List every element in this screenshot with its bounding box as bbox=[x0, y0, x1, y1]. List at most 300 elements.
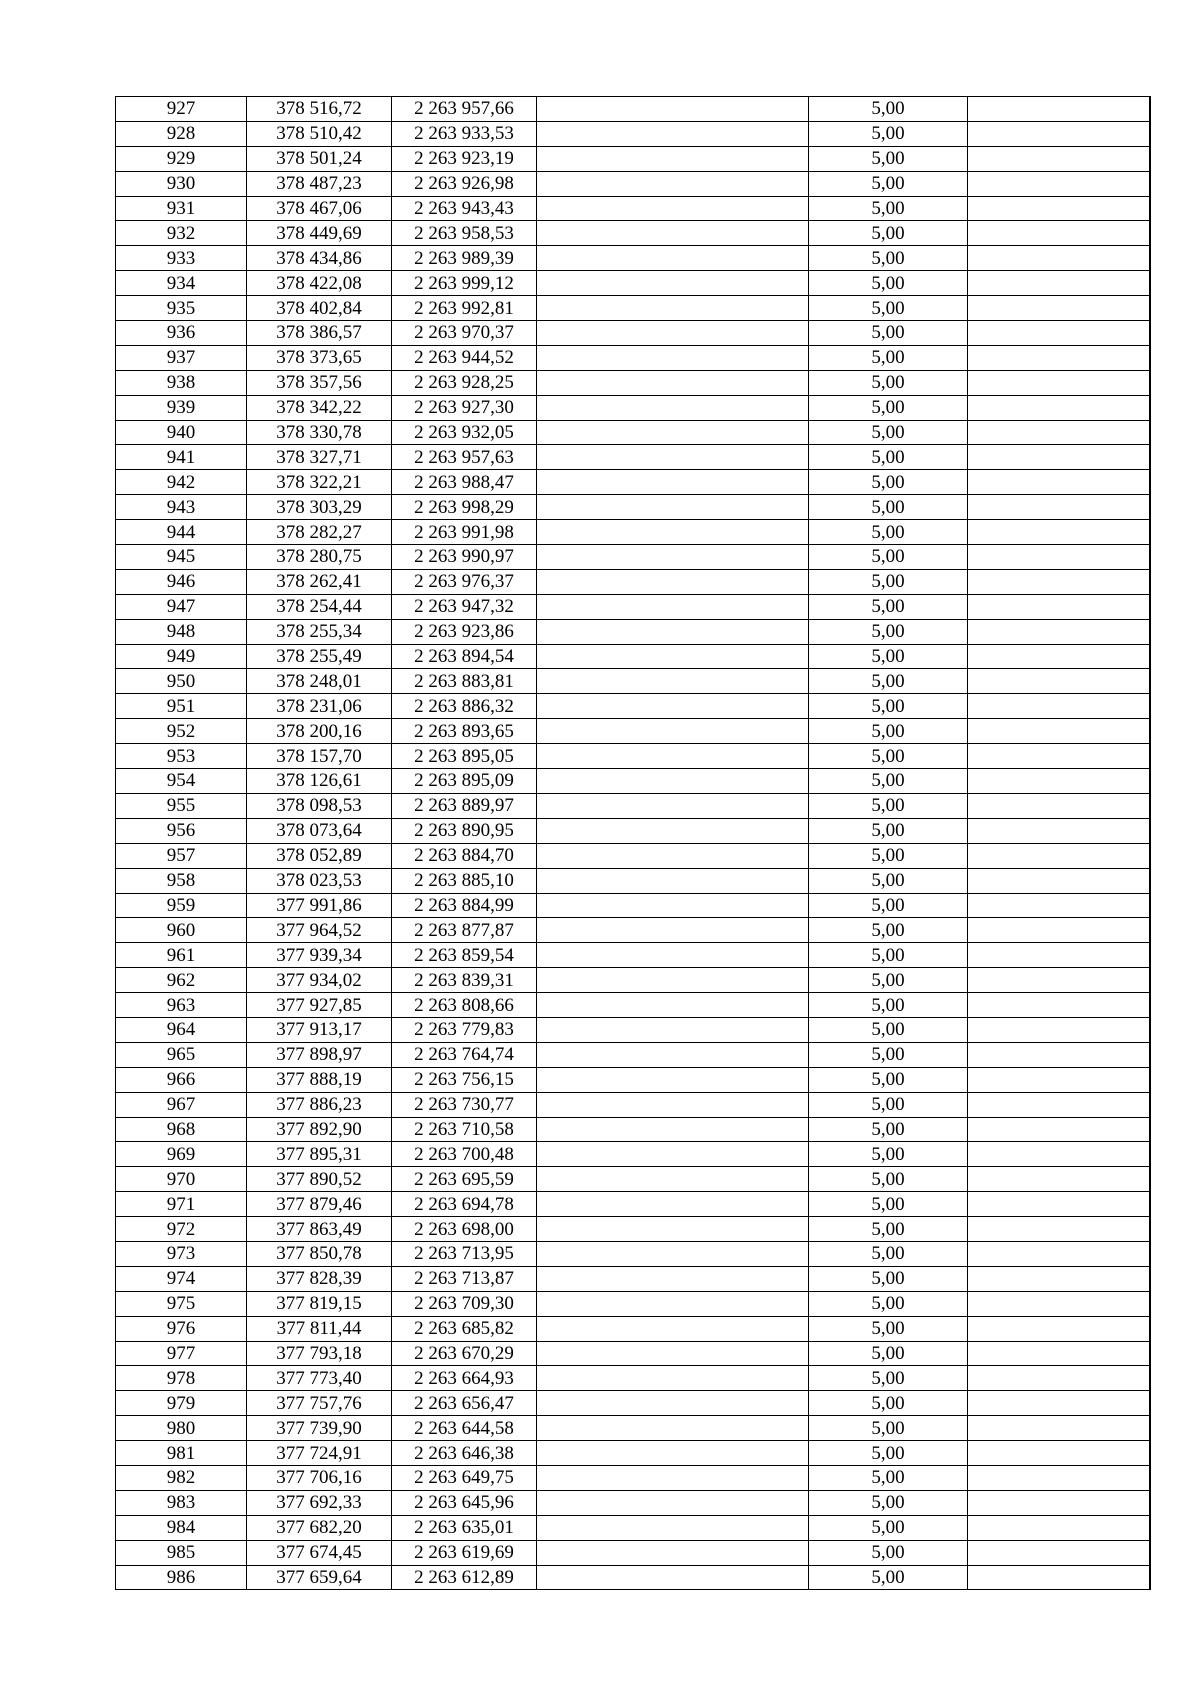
empty-cell bbox=[968, 97, 1150, 122]
empty-cell bbox=[968, 869, 1150, 894]
value-cell: 5,00 bbox=[809, 1566, 968, 1591]
table-row bbox=[116, 1267, 1150, 1292]
y-coordinate-cell: 2 263 999,12 bbox=[392, 271, 537, 296]
y-coordinate-cell: 2 263 890,95 bbox=[392, 819, 537, 844]
point-number-cell: 944 bbox=[116, 520, 247, 545]
empty-cell bbox=[968, 1491, 1150, 1516]
value-cell: 5,00 bbox=[809, 844, 968, 869]
empty-cell bbox=[537, 1317, 809, 1342]
point-number-cell: 967 bbox=[116, 1093, 247, 1118]
empty-cell bbox=[968, 1167, 1150, 1192]
empty-cell bbox=[537, 371, 809, 396]
x-coordinate-cell: 377 888,19 bbox=[247, 1068, 392, 1093]
x-coordinate-cell: 377 739,90 bbox=[247, 1416, 392, 1441]
value-cell: 5,00 bbox=[809, 694, 968, 719]
point-number-cell: 941 bbox=[116, 445, 247, 470]
value-cell: 5,00 bbox=[809, 1267, 968, 1292]
value-cell: 5,00 bbox=[809, 620, 968, 645]
empty-cell bbox=[537, 844, 809, 869]
y-coordinate-cell: 2 263 756,15 bbox=[392, 1068, 537, 1093]
y-coordinate-cell: 2 263 923,86 bbox=[392, 620, 537, 645]
point-number-cell: 976 bbox=[116, 1317, 247, 1342]
value-cell: 5,00 bbox=[809, 943, 968, 968]
table-row bbox=[116, 246, 1150, 271]
x-coordinate-cell: 378 280,75 bbox=[247, 545, 392, 570]
y-coordinate-cell: 2 263 923,19 bbox=[392, 147, 537, 172]
y-coordinate-cell: 2 263 989,39 bbox=[392, 246, 537, 271]
empty-cell bbox=[968, 1142, 1150, 1167]
table-row bbox=[116, 1366, 1150, 1391]
x-coordinate-cell: 378 023,53 bbox=[247, 869, 392, 894]
value-cell: 5,00 bbox=[809, 1068, 968, 1093]
x-coordinate-cell: 377 850,78 bbox=[247, 1242, 392, 1267]
empty-cell bbox=[537, 869, 809, 894]
empty-cell bbox=[537, 1566, 809, 1591]
value-cell: 5,00 bbox=[809, 993, 968, 1018]
empty-cell bbox=[968, 794, 1150, 819]
y-coordinate-cell: 2 263 883,81 bbox=[392, 669, 537, 694]
point-number-cell: 936 bbox=[116, 321, 247, 346]
value-cell: 5,00 bbox=[809, 894, 968, 919]
y-coordinate-cell: 2 263 990,97 bbox=[392, 545, 537, 570]
empty-cell bbox=[537, 197, 809, 222]
x-coordinate-cell: 377 773,40 bbox=[247, 1366, 392, 1391]
point-number-cell: 972 bbox=[116, 1217, 247, 1242]
value-cell: 5,00 bbox=[809, 1242, 968, 1267]
table-row bbox=[116, 1118, 1150, 1143]
x-coordinate-cell: 378 501,24 bbox=[247, 147, 392, 172]
table-row bbox=[116, 1242, 1150, 1267]
x-coordinate-cell: 377 811,44 bbox=[247, 1317, 392, 1342]
y-coordinate-cell: 2 263 957,66 bbox=[392, 97, 537, 122]
table-row bbox=[116, 296, 1150, 321]
point-number-cell: 963 bbox=[116, 993, 247, 1018]
y-coordinate-cell: 2 263 656,47 bbox=[392, 1391, 537, 1416]
y-coordinate-cell: 2 263 808,66 bbox=[392, 993, 537, 1018]
value-cell: 5,00 bbox=[809, 769, 968, 794]
y-coordinate-cell: 2 263 988,47 bbox=[392, 470, 537, 495]
empty-cell bbox=[968, 1566, 1150, 1591]
table-row bbox=[116, 968, 1150, 993]
empty-cell bbox=[968, 645, 1150, 670]
table-row bbox=[116, 1292, 1150, 1317]
empty-cell bbox=[537, 545, 809, 570]
empty-cell bbox=[968, 421, 1150, 446]
point-number-cell: 974 bbox=[116, 1267, 247, 1292]
point-number-cell: 955 bbox=[116, 794, 247, 819]
empty-cell bbox=[968, 495, 1150, 520]
table-row bbox=[116, 1192, 1150, 1217]
table-row bbox=[116, 470, 1150, 495]
empty-cell bbox=[968, 396, 1150, 421]
empty-cell bbox=[537, 122, 809, 147]
value-cell: 5,00 bbox=[809, 470, 968, 495]
point-number-cell: 977 bbox=[116, 1342, 247, 1367]
empty-cell bbox=[968, 371, 1150, 396]
x-coordinate-cell: 378 510,42 bbox=[247, 122, 392, 147]
empty-cell bbox=[968, 197, 1150, 222]
empty-cell bbox=[968, 844, 1150, 869]
empty-cell bbox=[968, 595, 1150, 620]
empty-cell bbox=[537, 1267, 809, 1292]
empty-cell bbox=[537, 246, 809, 271]
value-cell: 5,00 bbox=[809, 1142, 968, 1167]
table-row bbox=[116, 1167, 1150, 1192]
point-number-cell: 931 bbox=[116, 197, 247, 222]
point-number-cell: 979 bbox=[116, 1391, 247, 1416]
point-number-cell: 927 bbox=[116, 97, 247, 122]
point-number-cell: 943 bbox=[116, 495, 247, 520]
point-number-cell: 982 bbox=[116, 1466, 247, 1491]
empty-cell bbox=[537, 221, 809, 246]
y-coordinate-cell: 2 263 694,78 bbox=[392, 1192, 537, 1217]
empty-cell bbox=[968, 1541, 1150, 1566]
empty-cell bbox=[537, 570, 809, 595]
point-number-cell: 949 bbox=[116, 645, 247, 670]
empty-cell bbox=[968, 570, 1150, 595]
table-row bbox=[116, 1416, 1150, 1441]
value-cell: 5,00 bbox=[809, 1416, 968, 1441]
y-coordinate-cell: 2 263 709,30 bbox=[392, 1292, 537, 1317]
point-number-cell: 960 bbox=[116, 918, 247, 943]
x-coordinate-cell: 378 248,01 bbox=[247, 669, 392, 694]
y-coordinate-cell: 2 263 884,70 bbox=[392, 844, 537, 869]
y-coordinate-cell: 2 263 957,63 bbox=[392, 445, 537, 470]
x-coordinate-cell: 378 282,27 bbox=[247, 520, 392, 545]
empty-cell bbox=[537, 894, 809, 919]
coordinates-table bbox=[115, 96, 1151, 1590]
table-row bbox=[116, 1068, 1150, 1093]
y-coordinate-cell: 2 263 877,87 bbox=[392, 918, 537, 943]
value-cell: 5,00 bbox=[809, 645, 968, 670]
point-number-cell: 966 bbox=[116, 1068, 247, 1093]
y-coordinate-cell: 2 263 685,82 bbox=[392, 1317, 537, 1342]
value-cell: 5,00 bbox=[809, 1516, 968, 1541]
empty-cell bbox=[968, 1267, 1150, 1292]
point-number-cell: 964 bbox=[116, 1018, 247, 1043]
empty-cell bbox=[537, 1516, 809, 1541]
value-cell: 5,00 bbox=[809, 1342, 968, 1367]
x-coordinate-cell: 378 516,72 bbox=[247, 97, 392, 122]
empty-cell bbox=[537, 1192, 809, 1217]
point-number-cell: 959 bbox=[116, 894, 247, 919]
point-number-cell: 940 bbox=[116, 421, 247, 446]
point-number-cell: 981 bbox=[116, 1441, 247, 1466]
x-coordinate-cell: 377 939,34 bbox=[247, 943, 392, 968]
x-coordinate-cell: 377 819,15 bbox=[247, 1292, 392, 1317]
value-cell: 5,00 bbox=[809, 1541, 968, 1566]
table-row bbox=[116, 993, 1150, 1018]
empty-cell bbox=[968, 1018, 1150, 1043]
empty-cell bbox=[968, 943, 1150, 968]
point-number-cell: 978 bbox=[116, 1366, 247, 1391]
empty-cell bbox=[968, 271, 1150, 296]
empty-cell bbox=[968, 1516, 1150, 1541]
point-number-cell: 958 bbox=[116, 869, 247, 894]
x-coordinate-cell: 377 879,46 bbox=[247, 1192, 392, 1217]
empty-cell bbox=[537, 1217, 809, 1242]
value-cell: 5,00 bbox=[809, 1391, 968, 1416]
y-coordinate-cell: 2 263 895,05 bbox=[392, 744, 537, 769]
y-coordinate-cell: 2 263 764,74 bbox=[392, 1043, 537, 1068]
value-cell: 5,00 bbox=[809, 147, 968, 172]
x-coordinate-cell: 378 255,34 bbox=[247, 620, 392, 645]
empty-cell bbox=[968, 769, 1150, 794]
y-coordinate-cell: 2 263 992,81 bbox=[392, 296, 537, 321]
empty-cell bbox=[537, 1043, 809, 1068]
empty-cell bbox=[968, 1342, 1150, 1367]
point-number-cell: 983 bbox=[116, 1491, 247, 1516]
x-coordinate-cell: 377 659,64 bbox=[247, 1566, 392, 1591]
empty-cell bbox=[968, 1192, 1150, 1217]
value-cell: 5,00 bbox=[809, 271, 968, 296]
empty-cell bbox=[968, 1217, 1150, 1242]
point-number-cell: 961 bbox=[116, 943, 247, 968]
empty-cell bbox=[968, 918, 1150, 943]
table-row bbox=[116, 570, 1150, 595]
value-cell: 5,00 bbox=[809, 197, 968, 222]
empty-cell bbox=[968, 1292, 1150, 1317]
point-number-cell: 934 bbox=[116, 271, 247, 296]
empty-cell bbox=[537, 1366, 809, 1391]
empty-cell bbox=[537, 495, 809, 520]
empty-cell bbox=[968, 172, 1150, 197]
table-row bbox=[116, 1217, 1150, 1242]
empty-cell bbox=[968, 520, 1150, 545]
empty-cell bbox=[968, 819, 1150, 844]
value-cell: 5,00 bbox=[809, 246, 968, 271]
x-coordinate-cell: 378 422,08 bbox=[247, 271, 392, 296]
empty-cell bbox=[537, 346, 809, 371]
value-cell: 5,00 bbox=[809, 421, 968, 446]
empty-cell bbox=[537, 396, 809, 421]
y-coordinate-cell: 2 263 649,75 bbox=[392, 1466, 537, 1491]
empty-cell bbox=[968, 1242, 1150, 1267]
empty-cell bbox=[968, 894, 1150, 919]
empty-cell bbox=[537, 719, 809, 744]
table-row bbox=[116, 694, 1150, 719]
x-coordinate-cell: 378 330,78 bbox=[247, 421, 392, 446]
table-row bbox=[116, 172, 1150, 197]
empty-cell bbox=[968, 246, 1150, 271]
value-cell: 5,00 bbox=[809, 396, 968, 421]
x-coordinate-cell: 377 991,86 bbox=[247, 894, 392, 919]
point-number-cell: 954 bbox=[116, 769, 247, 794]
empty-cell bbox=[537, 1142, 809, 1167]
empty-cell bbox=[537, 97, 809, 122]
value-cell: 5,00 bbox=[809, 719, 968, 744]
y-coordinate-cell: 2 263 710,58 bbox=[392, 1118, 537, 1143]
point-number-cell: 939 bbox=[116, 396, 247, 421]
x-coordinate-cell: 378 126,61 bbox=[247, 769, 392, 794]
empty-cell bbox=[968, 669, 1150, 694]
empty-cell bbox=[537, 1342, 809, 1367]
x-coordinate-cell: 377 913,17 bbox=[247, 1018, 392, 1043]
empty-cell bbox=[537, 1466, 809, 1491]
empty-cell bbox=[968, 1366, 1150, 1391]
table-row bbox=[116, 769, 1150, 794]
y-coordinate-cell: 2 263 933,53 bbox=[392, 122, 537, 147]
empty-cell bbox=[537, 172, 809, 197]
x-coordinate-cell: 378 262,41 bbox=[247, 570, 392, 595]
table-row bbox=[116, 545, 1150, 570]
point-number-cell: 948 bbox=[116, 620, 247, 645]
point-number-cell: 937 bbox=[116, 346, 247, 371]
empty-cell bbox=[537, 645, 809, 670]
empty-cell bbox=[968, 122, 1150, 147]
y-coordinate-cell: 2 263 943,43 bbox=[392, 197, 537, 222]
value-cell: 5,00 bbox=[809, 744, 968, 769]
x-coordinate-cell: 378 200,16 bbox=[247, 719, 392, 744]
table-row bbox=[116, 1466, 1150, 1491]
empty-cell bbox=[537, 321, 809, 346]
value-cell: 5,00 bbox=[809, 1441, 968, 1466]
empty-cell bbox=[537, 1292, 809, 1317]
empty-cell bbox=[537, 794, 809, 819]
y-coordinate-cell: 2 263 944,52 bbox=[392, 346, 537, 371]
empty-cell bbox=[968, 1317, 1150, 1342]
x-coordinate-cell: 377 895,31 bbox=[247, 1142, 392, 1167]
value-cell: 5,00 bbox=[809, 346, 968, 371]
table-row bbox=[116, 520, 1150, 545]
table-row bbox=[116, 1342, 1150, 1367]
value-cell: 5,00 bbox=[809, 968, 968, 993]
empty-cell bbox=[537, 744, 809, 769]
empty-cell bbox=[537, 147, 809, 172]
y-coordinate-cell: 2 263 947,32 bbox=[392, 595, 537, 620]
value-cell: 5,00 bbox=[809, 545, 968, 570]
value-cell: 5,00 bbox=[809, 495, 968, 520]
empty-cell bbox=[537, 694, 809, 719]
x-coordinate-cell: 378 073,64 bbox=[247, 819, 392, 844]
empty-cell bbox=[968, 346, 1150, 371]
table-row bbox=[116, 445, 1150, 470]
y-coordinate-cell: 2 263 932,05 bbox=[392, 421, 537, 446]
empty-cell bbox=[968, 993, 1150, 1018]
empty-cell bbox=[537, 620, 809, 645]
value-cell: 5,00 bbox=[809, 122, 968, 147]
table-row bbox=[116, 321, 1150, 346]
y-coordinate-cell: 2 263 886,32 bbox=[392, 694, 537, 719]
point-number-cell: 986 bbox=[116, 1566, 247, 1591]
empty-cell bbox=[968, 620, 1150, 645]
empty-cell bbox=[537, 1541, 809, 1566]
y-coordinate-cell: 2 263 859,54 bbox=[392, 943, 537, 968]
table-row bbox=[116, 421, 1150, 446]
point-number-cell: 929 bbox=[116, 147, 247, 172]
empty-cell bbox=[537, 1068, 809, 1093]
table-row bbox=[116, 1142, 1150, 1167]
empty-cell bbox=[968, 1093, 1150, 1118]
empty-cell bbox=[968, 1118, 1150, 1143]
table-row bbox=[116, 844, 1150, 869]
x-coordinate-cell: 377 724,91 bbox=[247, 1441, 392, 1466]
y-coordinate-cell: 2 263 895,09 bbox=[392, 769, 537, 794]
x-coordinate-cell: 378 098,53 bbox=[247, 794, 392, 819]
table-row bbox=[116, 645, 1150, 670]
x-coordinate-cell: 377 706,16 bbox=[247, 1466, 392, 1491]
x-coordinate-cell: 377 964,52 bbox=[247, 918, 392, 943]
value-cell: 5,00 bbox=[809, 1167, 968, 1192]
empty-cell bbox=[537, 669, 809, 694]
y-coordinate-cell: 2 263 700,48 bbox=[392, 1142, 537, 1167]
x-coordinate-cell: 378 231,06 bbox=[247, 694, 392, 719]
empty-cell bbox=[537, 445, 809, 470]
empty-cell bbox=[537, 968, 809, 993]
table-row bbox=[116, 1317, 1150, 1342]
table-row bbox=[116, 1391, 1150, 1416]
y-coordinate-cell: 2 263 695,59 bbox=[392, 1167, 537, 1192]
y-coordinate-cell: 2 263 645,96 bbox=[392, 1491, 537, 1516]
empty-cell bbox=[968, 147, 1150, 172]
y-coordinate-cell: 2 263 646,38 bbox=[392, 1441, 537, 1466]
table-row bbox=[116, 869, 1150, 894]
empty-cell bbox=[968, 694, 1150, 719]
empty-cell bbox=[537, 470, 809, 495]
table-row bbox=[116, 97, 1150, 122]
empty-cell bbox=[968, 321, 1150, 346]
table-row bbox=[116, 620, 1150, 645]
value-cell: 5,00 bbox=[809, 595, 968, 620]
x-coordinate-cell: 378 467,06 bbox=[247, 197, 392, 222]
empty-cell bbox=[968, 1441, 1150, 1466]
point-number-cell: 970 bbox=[116, 1167, 247, 1192]
table-row bbox=[116, 371, 1150, 396]
point-number-cell: 951 bbox=[116, 694, 247, 719]
empty-cell bbox=[537, 421, 809, 446]
x-coordinate-cell: 377 927,85 bbox=[247, 993, 392, 1018]
x-coordinate-cell: 377 674,45 bbox=[247, 1541, 392, 1566]
x-coordinate-cell: 378 342,22 bbox=[247, 396, 392, 421]
empty-cell bbox=[968, 1391, 1150, 1416]
value-cell: 5,00 bbox=[809, 296, 968, 321]
y-coordinate-cell: 2 263 698,00 bbox=[392, 1217, 537, 1242]
table-row bbox=[116, 1093, 1150, 1118]
point-number-cell: 984 bbox=[116, 1516, 247, 1541]
y-coordinate-cell: 2 263 884,99 bbox=[392, 894, 537, 919]
value-cell: 5,00 bbox=[809, 819, 968, 844]
y-coordinate-cell: 2 263 839,31 bbox=[392, 968, 537, 993]
table-row bbox=[116, 918, 1150, 943]
point-number-cell: 968 bbox=[116, 1118, 247, 1143]
x-coordinate-cell: 377 757,76 bbox=[247, 1391, 392, 1416]
y-coordinate-cell: 2 263 928,25 bbox=[392, 371, 537, 396]
value-cell: 5,00 bbox=[809, 1192, 968, 1217]
table-row bbox=[116, 122, 1150, 147]
point-number-cell: 980 bbox=[116, 1416, 247, 1441]
point-number-cell: 946 bbox=[116, 570, 247, 595]
value-cell: 5,00 bbox=[809, 1217, 968, 1242]
table-row bbox=[116, 794, 1150, 819]
empty-cell bbox=[537, 1018, 809, 1043]
empty-cell bbox=[968, 744, 1150, 769]
table-row bbox=[116, 147, 1150, 172]
table-row bbox=[116, 719, 1150, 744]
point-number-cell: 975 bbox=[116, 1292, 247, 1317]
table-row bbox=[116, 669, 1150, 694]
empty-cell bbox=[537, 1441, 809, 1466]
value-cell: 5,00 bbox=[809, 570, 968, 595]
point-number-cell: 930 bbox=[116, 172, 247, 197]
x-coordinate-cell: 377 892,90 bbox=[247, 1118, 392, 1143]
x-coordinate-cell: 378 157,70 bbox=[247, 744, 392, 769]
point-number-cell: 938 bbox=[116, 371, 247, 396]
empty-cell bbox=[537, 1118, 809, 1143]
point-number-cell: 945 bbox=[116, 545, 247, 570]
point-number-cell: 971 bbox=[116, 1192, 247, 1217]
x-coordinate-cell: 378 254,44 bbox=[247, 595, 392, 620]
y-coordinate-cell: 2 263 998,29 bbox=[392, 495, 537, 520]
